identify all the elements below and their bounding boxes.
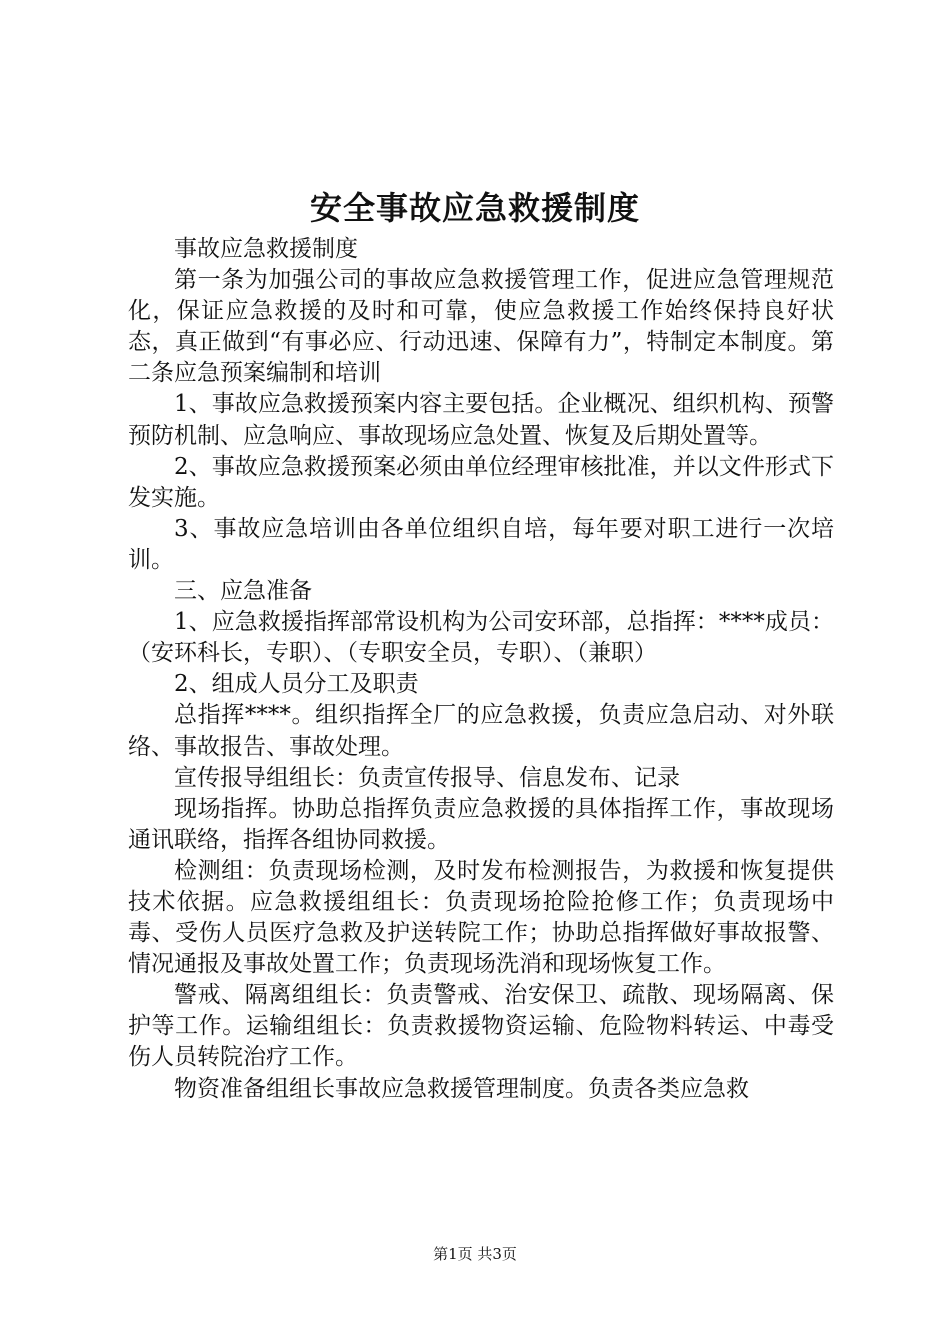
page-footer: 第1页 共3页	[433, 1245, 517, 1263]
paragraph-command-center: 1、应急救援指挥部常设机构为公司安环部，总指挥：****成员：（安环科长，专职）、（专职安全员，专职）、（兼职）	[128, 609, 834, 667]
paragraph-detection-group: 检测组：负责现场检测，及时发布检测报告，为救援和恢复提供技术依据。应急救援组组长：负责现场抢险抢修工作；负责现场中毒、受伤人员医疗急救及护送转院工作；协助总指挥做好事故报警、情况通报及事故处置工作；负责现场洗消和现场恢复工作。	[128, 857, 834, 978]
paragraph-site-command: 现场指挥。协助总指挥负责应急救援的具体指挥工作，事故现场通讯联络，指挥各组协同救援。	[128, 795, 834, 853]
document-title: 安全事故应急救援制度	[309, 189, 640, 227]
paragraph-security-group: 警戒、隔离组组长：负责警戒、治安保卫、疏散、现场隔离、保护等工作。运输组组长：负责救援物资运输、危险物料转运、中毒受伤人员转院治疗工作。	[128, 982, 834, 1071]
paragraph-supplies-group: 物资准备组组长事故应急救援管理制度。负责各类应急救	[174, 1075, 749, 1102]
paragraph-duties-heading: 2、组成人员分工及职责	[174, 671, 419, 698]
paragraph-plan-approval: 2、事故应急救援预案必须由单位经理审核批准，并以文件形式下发实施。	[128, 453, 834, 511]
section-heading-preparation: 三、应急准备	[174, 578, 312, 605]
document-body	[128, 234, 834, 1105]
paragraph-article-one: 第一条为加强公司的事故应急救援管理工作，促进应急管理规范化，保证应急救援的及时和可靠，使应急救援工作始终保持良好状态，真正做到“有事必应、行动迅速、保障有力”，特制定本制度。第二条应急预案编制和培训	[128, 267, 834, 387]
paragraph-heading: 事故应急救援制度	[174, 236, 358, 262]
paragraph-publicity-group: 宣传报导组组长：负责宣传报导、信息发布、记录	[174, 764, 680, 791]
paragraph-plan-content: 1、事故应急救援预案内容主要包括。企业概况、组织机构、预警预防机制、应急响应、事故现场应急处置、恢复及后期处置等。	[128, 391, 834, 449]
paragraph-training: 3、事故应急培训由各单位组织自培，每年要对职工进行一次培训。	[128, 515, 834, 573]
paragraph-commander: 总指挥****。组织指挥全厂的应急救援，负责应急启动、对外联络、事故报告、事故处理。	[128, 702, 834, 760]
